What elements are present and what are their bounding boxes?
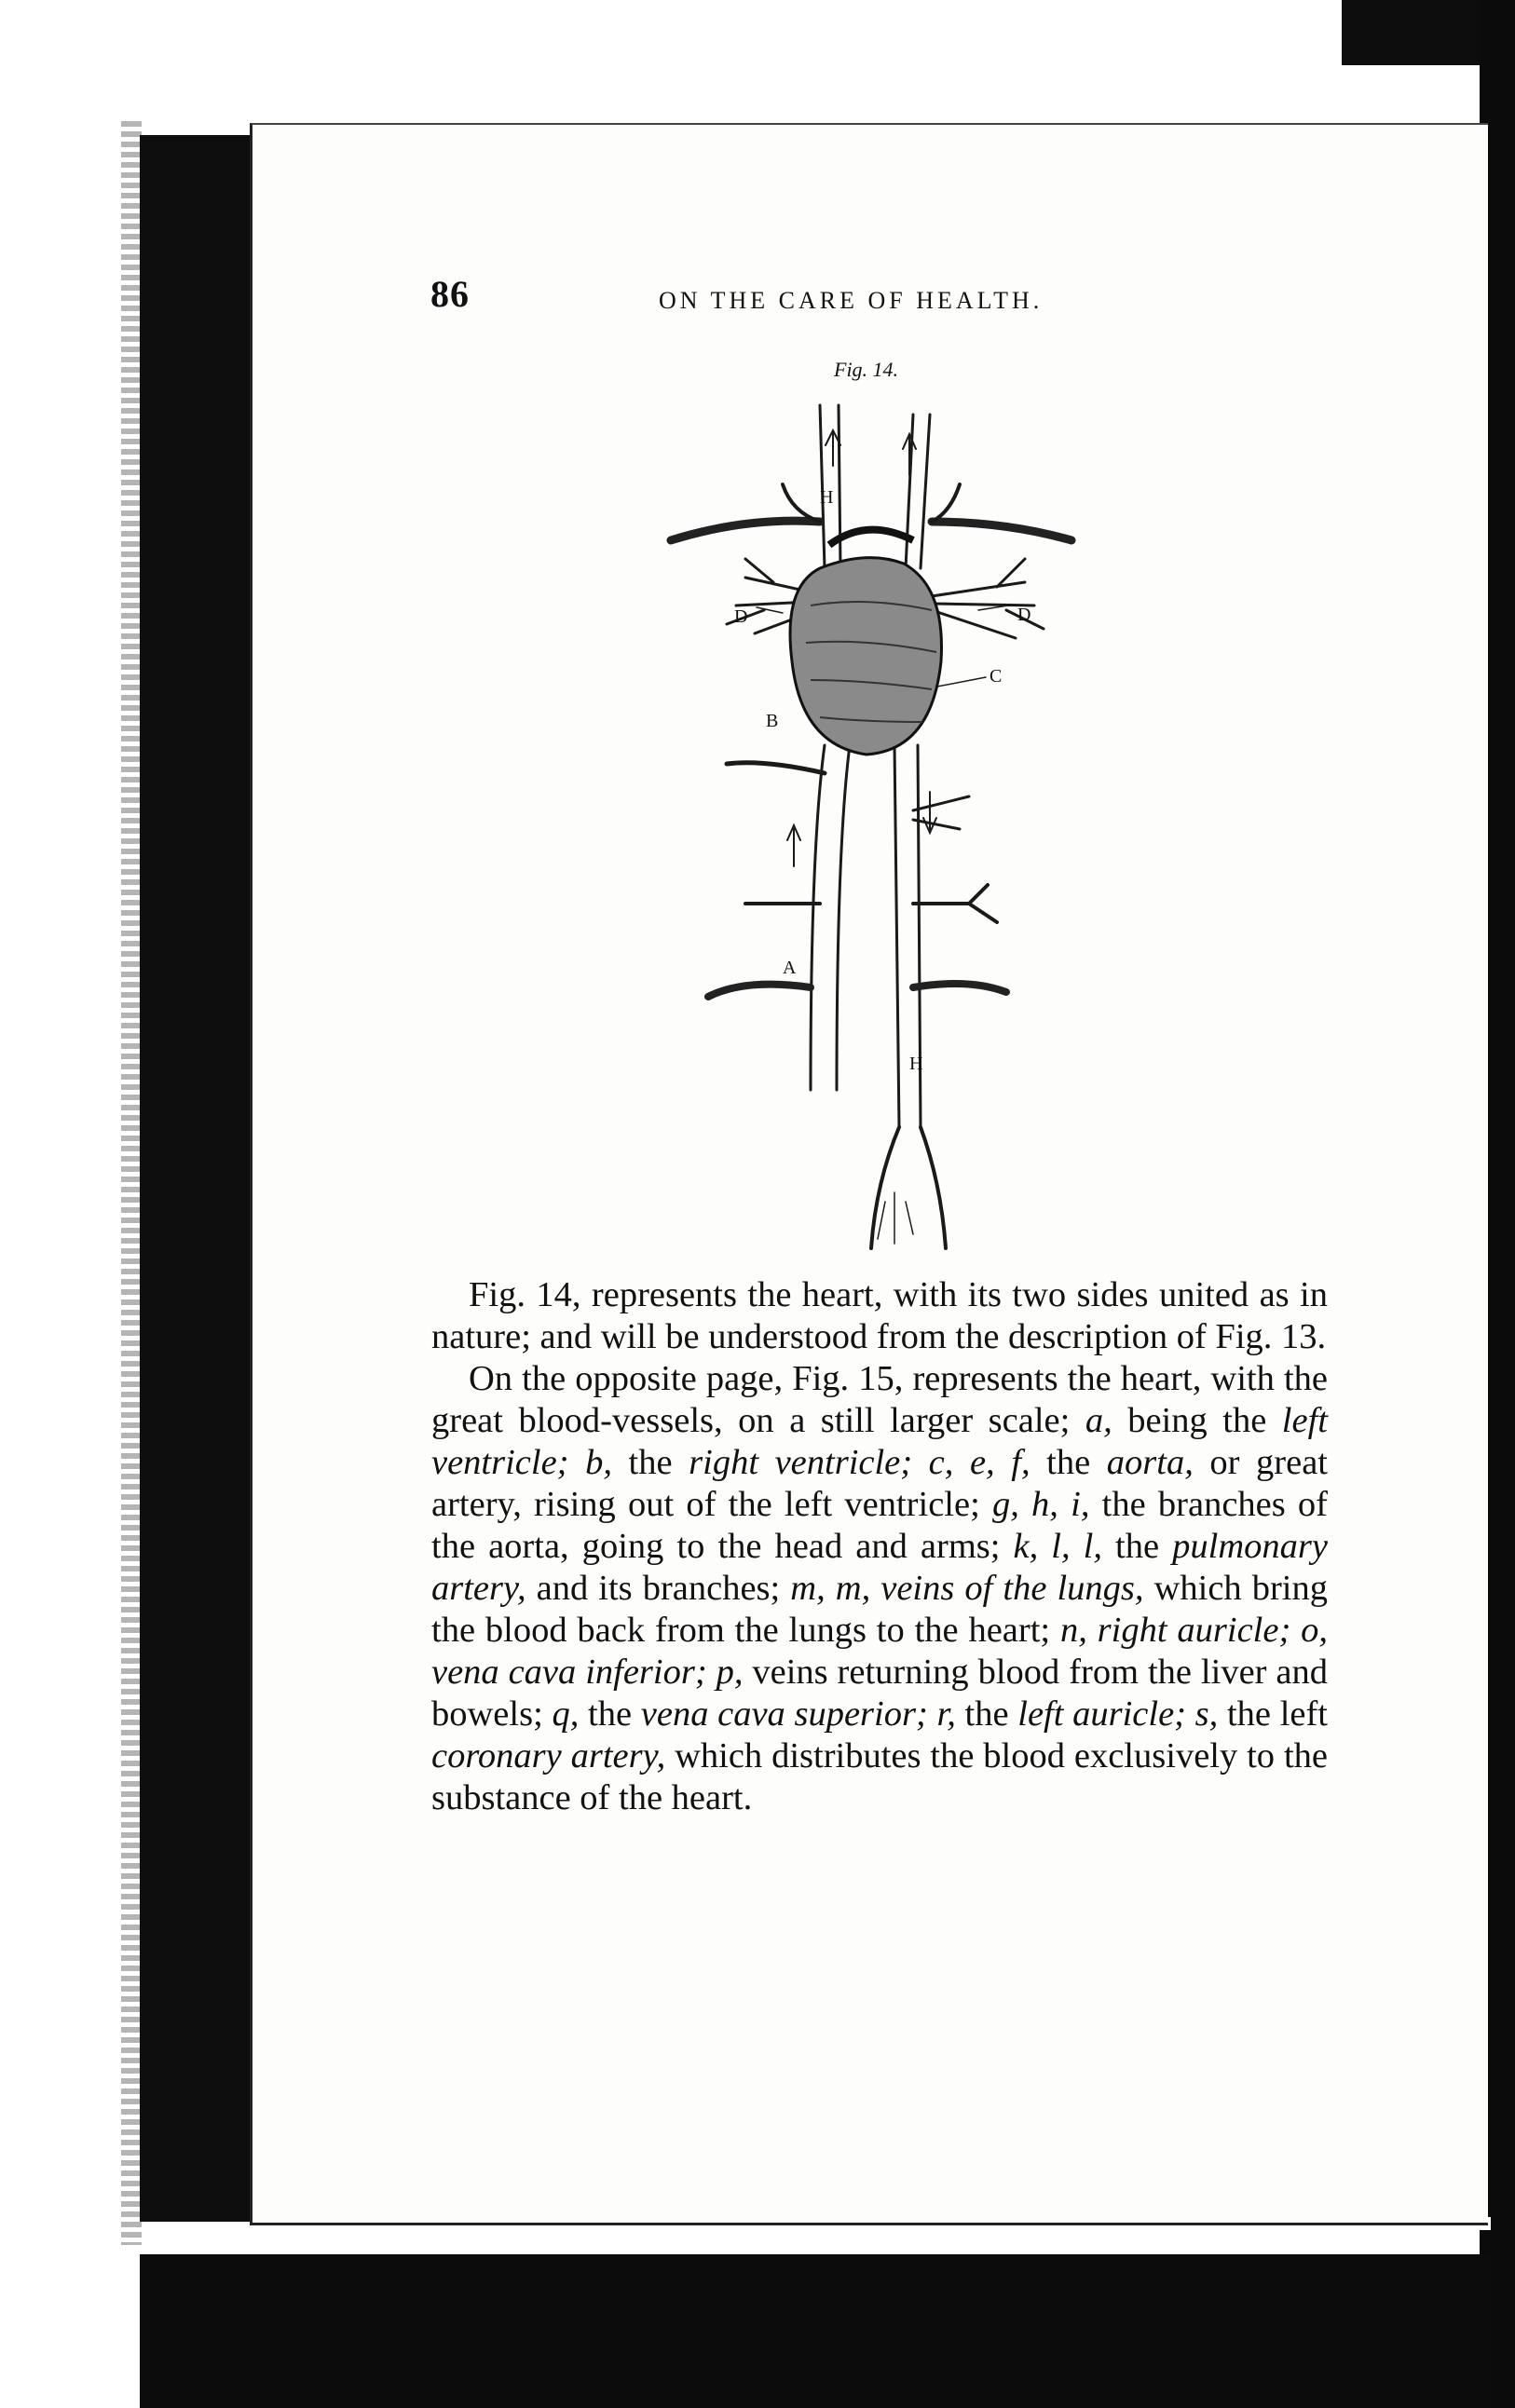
text-run: the branches of the aorta, going to the head and arms; [431,1485,1328,1566]
scan-dark-edge-bottom [140,2254,1491,2408]
aorta-trunk [894,745,899,1127]
lung-branches-right [932,559,1044,638]
text-run: Fig. 14, represents the heart, with its two sides united as in nature; and will be understood from the description of Fig. 13. [431,1275,1328,1356]
figure-label-a: A [783,958,797,978]
text-run: the [955,1694,1018,1734]
italic-text: a, [1085,1401,1112,1440]
italic-text: n, right auricle; o, vena cava inferior; p, [431,1611,1328,1692]
italic-text: left ventricle; [431,1401,1328,1482]
arrow-down-right [923,792,936,833]
scan-page-edges-left [121,121,142,2245]
aortic-arch [829,530,913,545]
italic-text: q, [552,1694,580,1734]
arrow-up-lower [787,825,800,866]
vessel-right-arm [932,522,1071,540]
italic-text: left auricle; s, [1017,1694,1219,1734]
italic-text: m, m, veins of the lungs, [790,1569,1144,1608]
italic-text: aorta, [1106,1443,1194,1482]
figure-label-d-right: D [1017,605,1031,625]
body-text [431,1274,1328,1819]
scan-dark-edge-left [140,135,252,2222]
text-run: the [579,1694,641,1734]
text-run: or great artery, rising out of the left ventricle; [431,1443,1328,1524]
running-head [430,272,1344,328]
text-run [569,1443,586,1482]
heart-vessels-drawing [634,382,1118,1258]
italic-text: coronary artery, [431,1736,666,1775]
italic-text: right ventricle; [689,1443,913,1482]
iliac-left [708,985,811,997]
italic-text: g, h, i, [991,1485,1090,1524]
text-run [912,1443,929,1482]
figure-label-b: B [766,711,779,731]
page-number: 86 [430,273,470,315]
paragraph-2 [431,1358,1328,1819]
text-run: which bring the blood back from the lungs to the heart; [431,1569,1329,1650]
renal-vessels [745,885,997,922]
text-run: the [1102,1527,1173,1566]
text-run: veins returning blood from the liver and bowels; [431,1653,1328,1734]
text-run: On the opposite page, Fig. 15, represents the heart, with the great blood-vessels, on a still larger scale; [431,1359,1328,1440]
italic-text: pulmonary artery, [431,1527,1328,1608]
text-run: and its branches; [525,1569,791,1608]
paragraph-1 [431,1274,1328,1358]
vena-cava-trunk [811,745,825,1090]
italic-text: b, [585,1443,612,1482]
figure-label-h-bottom: H [909,1054,923,1074]
italic-text: vena cava superior; r, [640,1694,956,1734]
scan-margin-top [0,0,1515,121]
text-run: being the [1112,1401,1282,1440]
figure-label-c: C [990,666,1003,687]
aortic-bifurcation [871,1127,946,1248]
italic-text: k, l, l, [1013,1527,1102,1566]
arrow-up-right [903,434,916,475]
text-run: which distributes the blood exclusively to the substance of the heart. [431,1736,1328,1817]
figure-label-d-left: D [734,606,748,627]
vessel-left-arm [671,521,820,540]
heart-body [790,558,942,755]
iliac-right [913,984,1006,992]
heart-illustration [634,382,1118,1258]
figure-caption: Fig. 14. [834,358,899,381]
italic-text: c, e, f, [928,1443,1030,1482]
text-run: the [611,1443,689,1482]
text-run: the left [1218,1694,1328,1734]
running-title: ON THE CARE OF HEALTH. [659,287,1044,314]
figure-label-h-top: H [820,487,834,508]
text-run: the [1030,1443,1107,1482]
